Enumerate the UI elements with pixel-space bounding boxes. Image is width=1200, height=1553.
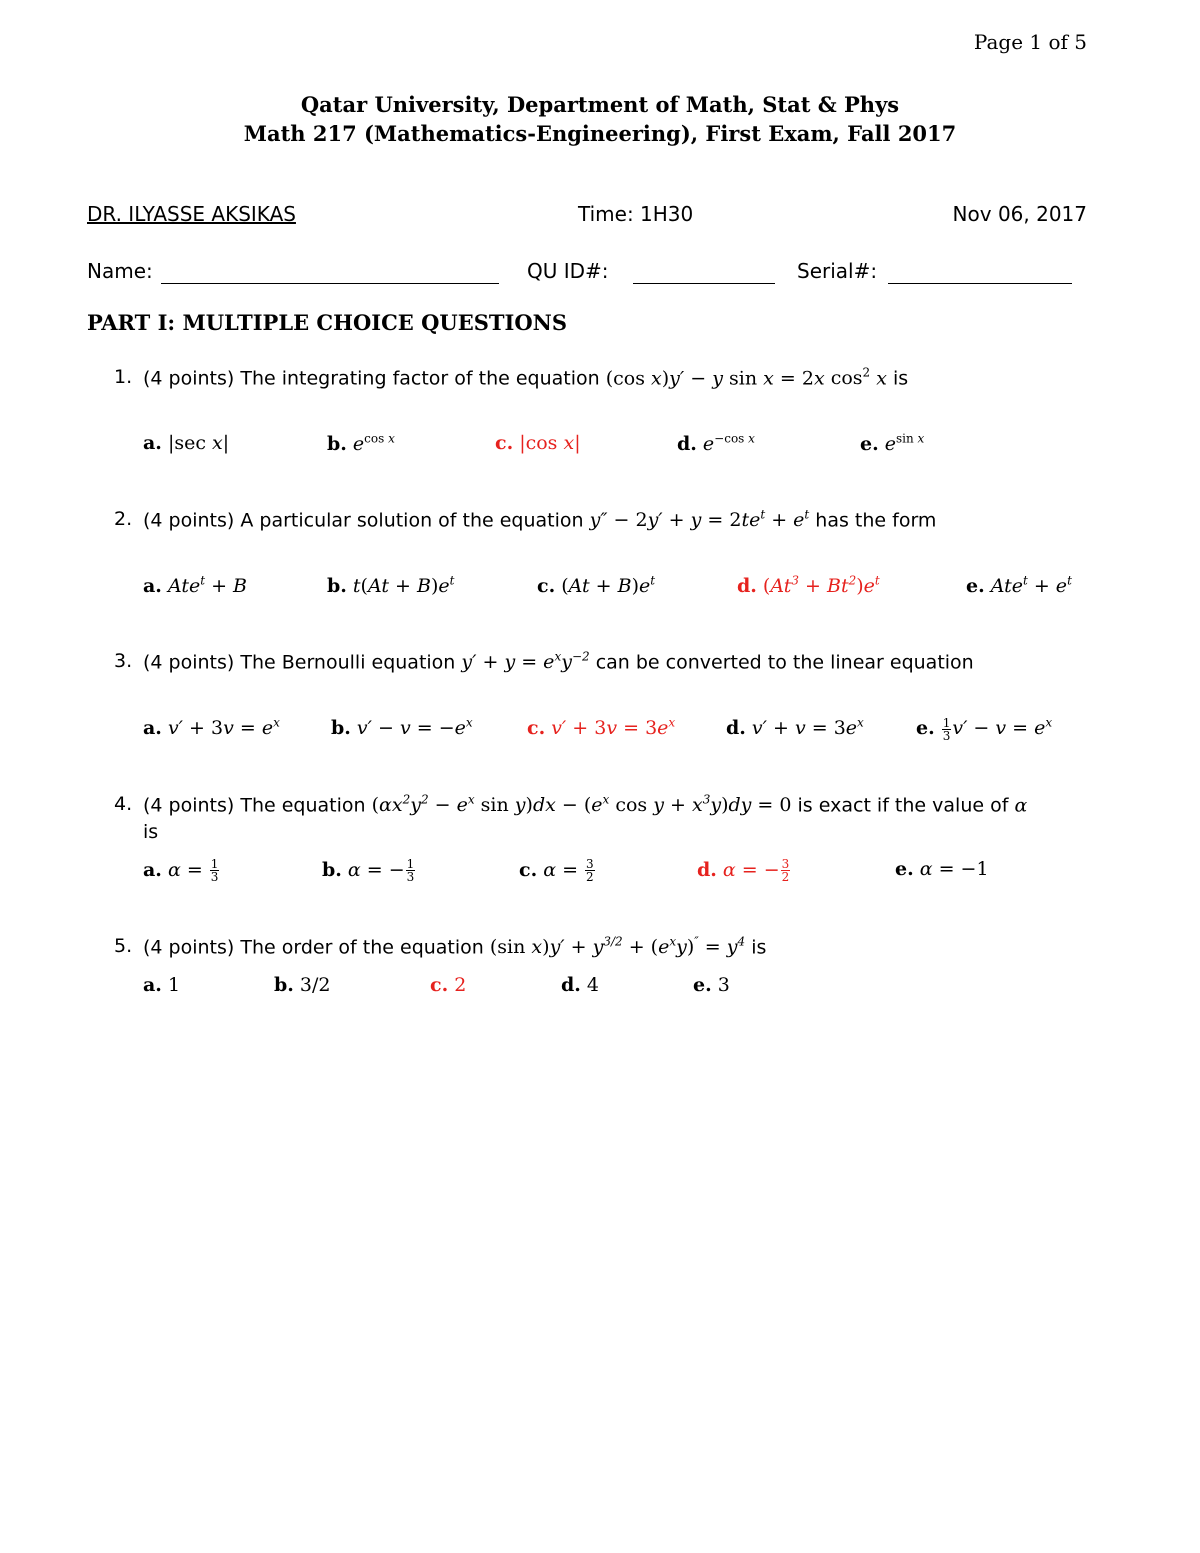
q5-option-e[interactable]: e. 3 xyxy=(693,974,730,996)
q5-option-a[interactable]: a. 1 xyxy=(143,974,181,996)
instructor-name: DR. ILYASSE AKSIKAS xyxy=(87,202,296,226)
q3-option-b[interactable]: b. $v' - v = -e^x$ xyxy=(331,716,473,740)
question-text: (4 points) The equation ($\alpha x^2y^2 - e^x$ $\sin y)dx - (e^x$ $\cos y + x^3y)dy = 0$ is exact if the value of α xyxy=(143,793,1028,817)
university-title: Qatar University, Department of Math, Stat & Phys xyxy=(300,92,900,117)
question-text-continued: is xyxy=(143,821,159,843)
q2-option-e[interactable]: e. $Ate^t + e^t$ xyxy=(966,574,1072,598)
question-text: (4 points) The Bernoulli equation $y' + y = e^xy^{-2}$ can be converted to the linear equation xyxy=(143,650,974,674)
equation: (sin $x)y' + y^{3/2} + (e^xy)'' = y^4$ xyxy=(489,935,746,959)
question-text: (4 points) The order of the equation (sin $x)y' + y^{3/2} + (e^xy)'' = y^4$ is xyxy=(143,935,767,959)
q4-option-c[interactable]: c. α = $\frac{3}{2}$ xyxy=(519,857,594,884)
q1-option-d[interactable]: d. $e^{-cos x}$ xyxy=(677,432,755,456)
question-text: (4 points) A particular solution of the equation $y'' - 2y' + y = 2te^t + e^t$ has the form xyxy=(143,508,937,532)
question-number: 2. xyxy=(114,508,133,530)
q1-option-e[interactable]: e. $e^{sin x}$ xyxy=(860,432,925,456)
q2-option-b[interactable]: b. $t(At + B)e^t$ xyxy=(327,574,455,598)
equation: (cos x)y′ − y sin x = 2x $\cos^2 x$ xyxy=(605,366,887,390)
q1-option-a[interactable]: a. |sec x| xyxy=(143,432,230,454)
question-number: 4. xyxy=(114,793,133,815)
part-1-title: PART I: MULTIPLE CHOICE QUESTIONS xyxy=(87,310,567,335)
q4-option-e[interactable]: e. α = −1 xyxy=(895,858,989,880)
q3-option-d[interactable]: d. $v' + v = 3e^x$ xyxy=(726,716,864,740)
q5-option-c[interactable]: c. 2 xyxy=(430,974,467,996)
name-label: Name: xyxy=(87,259,153,283)
question-number: 1. xyxy=(114,366,133,388)
q3-option-e[interactable]: e. $\frac{1}{3}$ $v' - v = e^x$ xyxy=(916,715,1053,743)
q1-option-c[interactable]: c. |cos x| xyxy=(495,432,581,454)
q5-option-b[interactable]: b. 3/2 xyxy=(274,974,331,996)
q3-option-c[interactable]: c. $v' + 3v = 3e^x$ xyxy=(527,716,676,740)
page-number: Page 1 of 5 xyxy=(973,30,1087,54)
question-number: 5. xyxy=(114,935,133,957)
q5-option-d[interactable]: d. 4 xyxy=(561,974,599,996)
q4-option-b[interactable]: b. α = − $\frac{1}{3}$ xyxy=(322,857,415,884)
exam-title: Math 217 (Mathematics-Engineering), First Exam, Fall 2017 xyxy=(243,121,957,146)
serial-field[interactable] xyxy=(888,283,1072,284)
q1-option-b[interactable]: b. $e^{cos x}$ xyxy=(327,432,395,456)
equation: ($\alpha x^2y^2 - e^x$ $\sin y)dx - (e^x$ $\cos y + x^3y)dy = 0$ xyxy=(371,793,792,817)
question-text: (4 points) The integrating factor of the equation (cos x)y′ − y sin x = 2x $\cos^2 x$ is xyxy=(143,366,909,390)
q2-option-d[interactable]: d. $(At^3 + Bt^2)e^t$ xyxy=(737,574,880,598)
serial-label: Serial#: xyxy=(797,259,878,283)
q3-option-a[interactable]: a. $v' + 3v = e^x$ xyxy=(143,716,280,740)
exam-time: Time: 1H30 xyxy=(578,202,694,226)
name-field[interactable] xyxy=(161,283,499,284)
q4-option-a[interactable]: a. α = $\frac{1}{3}$ xyxy=(143,857,219,884)
q2-option-a[interactable]: a. Ate$^t$ + B xyxy=(143,574,248,598)
equation: $y' + y = e^xy^{-2}$ xyxy=(461,650,590,674)
question-number: 3. xyxy=(114,650,133,672)
equation: $y'' - 2y' + y = 2te^t + e^t$ xyxy=(589,508,810,532)
qu-id-field[interactable] xyxy=(633,283,775,284)
q2-option-c[interactable]: c. $(At + B)e^t$ xyxy=(537,574,656,598)
exam-date: Nov 06, 2017 xyxy=(952,202,1087,226)
qu-id-label: QU ID#: xyxy=(527,259,609,283)
q4-option-d[interactable]: d. α = − $\frac{3}{2}$ xyxy=(697,857,790,884)
student-fields xyxy=(87,259,1087,289)
